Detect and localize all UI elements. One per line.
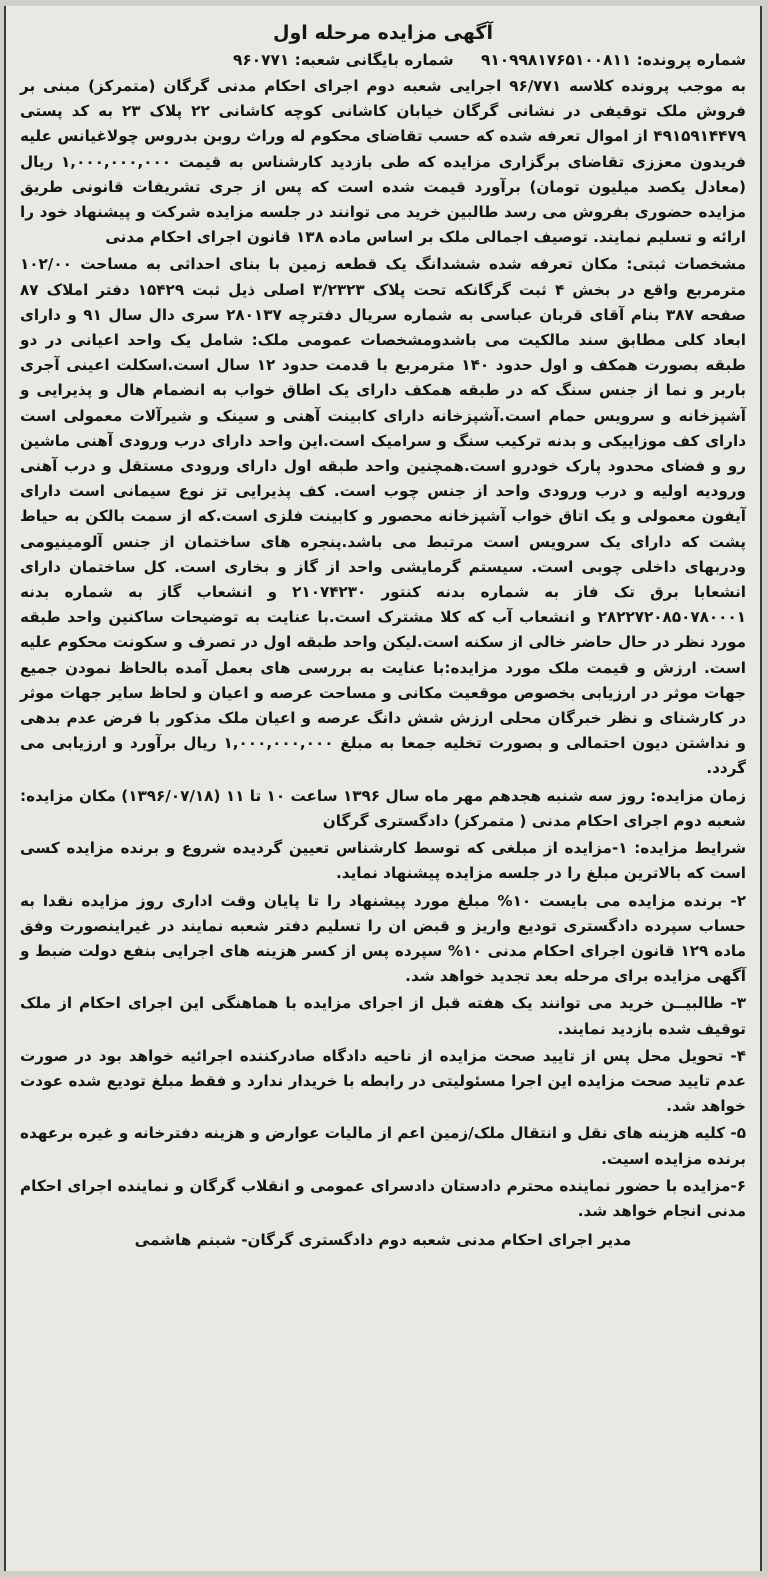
intro-paragraph: به موجب پرونده کلاسه ۹۶/۷۷۱ اجرایی شعبه دوم اجرای احکام مدنی گرگان (متمرکز) مبنی بر فروش ملک توقیفی در نشانی گرگان خیابان کاشانی کوچه کاشانی ۲۲ پلاک ۲۳ به کد پستی ۴۹۱۵۹۱۴۴۷۹ از اموال تعرفه شده که حسب تقاضای محکوم له وراث روبن بدروس چولاغیانس علیه فریدون معززی تقاضای برگزاری مزایده که طی بازدید کارشناس به قیمت ۱,۰۰۰,۰۰۰,۰۰۰ ریال (معادل یکصد میلیون تومان) برآورد قیمت شده است که پس از جری تشریفات قانونی طریق مزایده حضوری بفروش می رسد طالبین خرید می توانند در جلسه مزایده شرکت و پیشنهاد خود را ارائه و تسلیم نمایند. توصیف اجمالی ملک بر اساس ماده ۱۳۸ قانون اجرای احکام مدنی [20,77,746,247]
notice-title: آگهی مزایده مرحله اول [273,22,493,44]
condition-6: ۶-مزایده با حضور نماینده محترم دادستان دادسرای عمومی و انقلاب گرگان و نماینده اجرای احکام مدنی انجام خواهد شد. [20,1176,746,1220]
condition-1: شرایط مزایده: ۱-مزایده از مبلغی که توسط کارشناس تعیین گردیده شروع و برنده مزایده کسی است که بالاترین مبلغ را در جلسه مزایده پیشنهاد نماید. [20,839,747,883]
condition-3: ۳- طالبیــن خرید می توانند یک هفته قبل از اجرای مزایده با هماهنگی این اجرای احکام از ملک توقیف شده بازدید نمایند. [20,994,746,1038]
condition-5: ۵- کلیه هزینه های نقل و انتقال ملک/زمین اعم از مالیات عوارض و هزینه دفترخانه و غیره برعهده برنده مزایده اسیت. [20,1124,746,1168]
archive-number: شماره بایگانی شعبه: ۹۶۰۷۷۱ [232,51,454,69]
condition-2: ۲- برنده مزایده می بایست ۱۰% مبلغ مورد پیشنهاد را تا پایان وقت اداری روز مزایده نقدا به حساب سپرده دادگستری تودیع واریز و قبض ان را تسلیم دفتر شعبه نمایند در غیراینصورت وفق ماده ۱۲۹ قانون اجرای احکام مدنی ۱۰% سپرده پس از کسر هزینه های اجرایی بنفع دولت ضبط و آگهی مزایده برای مرحله بعد تجدید خواهد شد. [20,891,747,986]
notice-sheet [4,6,762,1571]
condition-4: ۴- تحویل محل پس از تایید صحت مزایده از ناحیه دادگاه صادرکننده اجرائیه خواهد بود در صورت عدم تایید صحت مزایده این اجرا مسئولیتی در رابطه با خریدار ندارد و فقط مبلغ تودیع شده عودت خواهد شد. [20,1046,746,1116]
file-number: شماره پرونده: ۹۱۰۹۹۸۱۷۶۵۱۰۰۸۱۱ [480,51,746,69]
signature: مدیر اجرای احکام مدنی شعبه دوم دادگستری گرگان- شبنم هاشمی [134,1231,632,1250]
property-description: مشخصات ثبتی: مکان تعرفه شده ششدانگ یک قطعه زمین با بنای احداثی به مساحت ۱۰۲/۰۰ مترمربع واقع در بخش ۴ ثبت گرگانکه تحت پلاک ۳/۲۳۲۳ اصلی ذیل ثبت ۱۵۴۲۹ دفتر املاک ۸۷ صفحه ۳۸۷ بنام آقای قربان عباسی به شماره سریال دفترچه ۲۸۰۱۳۷ سری دال سال ۹۱ و دارای ابعاد کلی مطابق سند مالکیت می باشدومشخصات عمومی ملک: شامل یک واحد اعیانی در دو طبقه بصورت همکف و اول حدود ۱۴۰ مترمربع با قدمت حدود ۱۲ سال است.اسکلت اعینی آجری باربر و نما از جنس سنگ که در طبقه همکف دارای یک اطاق خواب به انضمام هال و پذیرایی و آشپزخانه و سرویس حمام است.آشپزخانه دارای کابینت آهنی و سینک و شیرآلات معمولی است دارای کف موزاییکی و بدنه ترکیب سنگ و سرامیک است.این واحد دارای درب ورودی آهنی ماشین رو و فضای محدود پارک خودرو است.همچنین واحد طبقه اول دارای ورودی مستقل و درب آهنی ورودیه اولیه و درب ورودی واحد از جنس چوب است. کف پذیرایی تز نوع سیمانی است دارای آیفون معمولی و یک اتاق خواب آشپزخانه محصور و کابینت فلزی است.که از سمت بالکن به حیاط پشت که دارای یک سرویس است مرتبط می باشد.پنجره های ساختمان از جنس آلومینیومی ودربهای داخلی چوبی است. سیستم گرمایشی واحد از گاز و بخاری است. کل ساختمان دارای انشعابا برق تک فاز به شماره بدنه کنتور ۲۱۰۷۴۲۳۰ و انشعاب گاز به شماره بدنه ۲۸۲۲۷۲۰۸۵۰۷۸۰۰۰۱ و انشعاب آب که کلا مشترک است.با عنایت به توضیحات ساکنین واحد طبقه مورد نظر در حال حاضر خالی از سکنه است.لیکن واحد طبقه اول در تصرف و سکونت محکوم علیه است. ارزش و قیمت ملک مورد مزایده:با عنایت به بررسی های بعمل آمده بالحاظ نمودن جمیع جهات موثر در ارزیابی بخصوص موقعیت مکانی و مساحت عرصه و اعیان و لحاظ سایر جهات موثر در کارشنای و نظر خبرگان محلی ارزش شش دانگ عرصه و اعیان ملک مذکور با فرض عدم بدهی و نداشتن دیون احتمالی و بصورت تخلیه جمعا به مبلغ ۱,۰۰۰,۰۰۰,۰۰۰ ریال برآورد و ارزیابی می گردد. [20,255,747,778]
reference-numbers [20,48,746,72]
auction-time-place: زمان مزایده: روز سه شنبه هجدهم مهر ماه سال ۱۳۹۶ ساعت ۱۰ تا ۱۱ (۱۳۹۶/۰۷/۱۸) مکان مزایده: شعبه دوم اجرای احکام مدنی ( متمرکز) دادگستری گرگان [20,786,747,830]
